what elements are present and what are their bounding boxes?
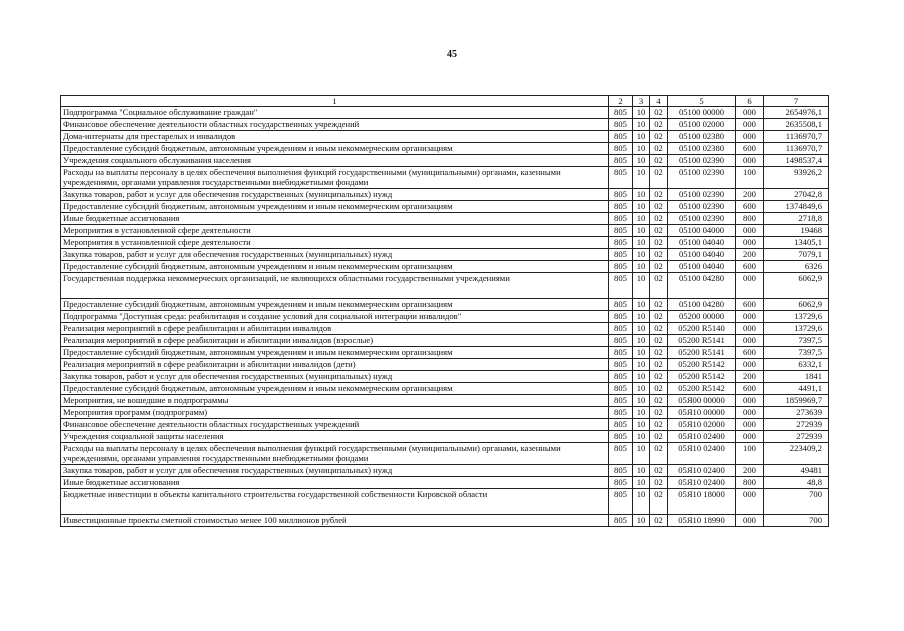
row-name-cell: Предоставление субсидий бюджетным, автономным учреждениям и иным некоммерческим организациям [61, 261, 609, 273]
row-amount-cell: 273639 [764, 407, 829, 419]
table-body [61, 107, 829, 527]
row-amount-cell: 13729,6 [764, 323, 829, 335]
header-col-1: 1 [61, 96, 609, 107]
row-ministry-code-cell: 805 [609, 225, 633, 237]
row-subsection-cell: 02 [650, 155, 668, 167]
row-target-code-cell: 05200 R5141 [668, 335, 736, 347]
row-target-code-cell: 05Я10 02400 [668, 465, 736, 477]
row-name-cell: Бюджетные инвестиции в объекты капитального строительства государственной собственности Кировской области [61, 489, 609, 515]
row-subsection-cell: 02 [650, 143, 668, 155]
row-ministry-code-cell: 805 [609, 443, 633, 465]
row-expense-type-cell: 200 [736, 371, 764, 383]
row-amount-cell: 6062,9 [764, 299, 829, 311]
row-ministry-code-cell: 805 [609, 189, 633, 201]
row-name-cell: Подпрограмма "Доступная среда: реабилитация и создание условий для социальной интеграции инвалидов" [61, 311, 609, 323]
row-target-code-cell: 05200 00000 [668, 311, 736, 323]
row-ministry-code-cell: 805 [609, 119, 633, 131]
row-target-code-cell: 05100 04000 [668, 225, 736, 237]
table-row [61, 347, 829, 359]
row-section-cell: 10 [633, 155, 650, 167]
table-row [61, 311, 829, 323]
row-subsection-cell: 02 [650, 131, 668, 143]
row-section-cell: 10 [633, 237, 650, 249]
row-section-cell: 10 [633, 443, 650, 465]
row-subsection-cell: 02 [650, 261, 668, 273]
table-row [61, 383, 829, 395]
row-section-cell: 10 [633, 347, 650, 359]
row-amount-cell: 27042,8 [764, 189, 829, 201]
row-target-code-cell: 05200 R5142 [668, 383, 736, 395]
row-subsection-cell: 02 [650, 311, 668, 323]
row-subsection-cell: 02 [650, 299, 668, 311]
row-amount-cell: 93926,2 [764, 167, 829, 189]
row-subsection-cell: 02 [650, 273, 668, 299]
row-name-cell: Учреждения социальной защиты населения [61, 431, 609, 443]
row-ministry-code-cell: 805 [609, 261, 633, 273]
row-amount-cell: 1136970,7 [764, 131, 829, 143]
row-expense-type-cell: 600 [736, 299, 764, 311]
row-name-cell: Инвестиционные проекты сметной стоимостью менее 100 миллионов рублей [61, 515, 609, 527]
row-target-code-cell: 05100 02390 [668, 201, 736, 213]
table-row [61, 431, 829, 443]
row-section-cell: 10 [633, 477, 650, 489]
row-expense-type-cell: 000 [736, 335, 764, 347]
row-target-code-cell: 05Я10 18990 [668, 515, 736, 527]
row-subsection-cell: 02 [650, 249, 668, 261]
row-amount-cell: 13405,1 [764, 237, 829, 249]
row-target-code-cell: 05Я00 00000 [668, 395, 736, 407]
row-target-code-cell: 05Я10 00000 [668, 407, 736, 419]
row-ministry-code-cell: 805 [609, 359, 633, 371]
table-row [61, 419, 829, 431]
row-ministry-code-cell: 805 [609, 515, 633, 527]
table-row [61, 273, 829, 299]
row-name-cell: Подпрограмма "Социальное обслуживание граждан" [61, 107, 609, 119]
row-name-cell: Дома-интернаты для престарелых и инвалидов [61, 131, 609, 143]
table-row [61, 131, 829, 143]
row-target-code-cell: 05Я10 02400 [668, 477, 736, 489]
row-target-code-cell: 05100 04040 [668, 261, 736, 273]
row-section-cell: 10 [633, 431, 650, 443]
row-name-cell: Расходы на выплаты персоналу в целях обеспечения выполнения функций государственными (муниципальными) органами, казенными учреждениями, органами управления государственными внебюджетными фондами [61, 443, 609, 465]
row-amount-cell: 2654976,1 [764, 107, 829, 119]
row-section-cell: 10 [633, 201, 650, 213]
row-name-cell: Расходы на выплаты персоналу в целях обеспечения выполнения функций государственными (муниципальными) органами, казенными учреждениями, органами управления государственными внебюджетными фондами [61, 167, 609, 189]
row-section-cell: 10 [633, 407, 650, 419]
table-row [61, 515, 829, 527]
row-subsection-cell: 02 [650, 225, 668, 237]
row-name-cell: Предоставление субсидий бюджетным, автономным учреждениям и иным некоммерческим организациям [61, 143, 609, 155]
row-section-cell: 10 [633, 515, 650, 527]
row-subsection-cell: 02 [650, 119, 668, 131]
header-col-2: 2 [609, 96, 633, 107]
row-name-cell: Предоставление субсидий бюджетным, автономным учреждениям и иным некоммерческим организациям [61, 299, 609, 311]
row-amount-cell: 6326 [764, 261, 829, 273]
row-target-code-cell: 05Я10 02400 [668, 443, 736, 465]
row-expense-type-cell: 000 [736, 273, 764, 299]
row-name-cell: Предоставление субсидий бюджетным, автономным учреждениям и иным некоммерческим организациям [61, 347, 609, 359]
row-expense-type-cell: 000 [736, 237, 764, 249]
table-row [61, 201, 829, 213]
row-expense-type-cell: 000 [736, 395, 764, 407]
row-amount-cell: 7397,5 [764, 347, 829, 359]
row-expense-type-cell: 000 [736, 225, 764, 237]
row-amount-cell: 2718,8 [764, 213, 829, 225]
row-subsection-cell: 02 [650, 359, 668, 371]
row-ministry-code-cell: 805 [609, 237, 633, 249]
table-row [61, 395, 829, 407]
row-name-cell: Финансовое обеспечение деятельности областных государственных учреждений [61, 419, 609, 431]
row-section-cell: 10 [633, 419, 650, 431]
table-row [61, 323, 829, 335]
table-row [61, 143, 829, 155]
table-row [61, 189, 829, 201]
row-amount-cell: 6332,1 [764, 359, 829, 371]
row-expense-type-cell: 600 [736, 383, 764, 395]
row-ministry-code-cell: 805 [609, 431, 633, 443]
row-ministry-code-cell: 805 [609, 201, 633, 213]
table-row [61, 155, 829, 167]
row-expense-type-cell: 100 [736, 167, 764, 189]
row-section-cell: 10 [633, 249, 650, 261]
row-target-code-cell: 05100 02380 [668, 131, 736, 143]
budget-table [60, 95, 829, 527]
row-amount-cell: 272939 [764, 431, 829, 443]
row-section-cell: 10 [633, 273, 650, 299]
row-ministry-code-cell: 805 [609, 131, 633, 143]
row-name-cell: Учреждения социального обслуживания населения [61, 155, 609, 167]
row-subsection-cell: 02 [650, 419, 668, 431]
row-section-cell: 10 [633, 225, 650, 237]
row-section-cell: 10 [633, 189, 650, 201]
row-ministry-code-cell: 805 [609, 213, 633, 225]
row-subsection-cell: 02 [650, 189, 668, 201]
row-target-code-cell: 05100 02380 [668, 143, 736, 155]
row-amount-cell: 48,8 [764, 477, 829, 489]
row-expense-type-cell: 000 [736, 323, 764, 335]
header-col-3: 3 [633, 96, 650, 107]
row-target-code-cell: 05200 R5140 [668, 323, 736, 335]
row-subsection-cell: 02 [650, 107, 668, 119]
row-subsection-cell: 02 [650, 323, 668, 335]
row-subsection-cell: 02 [650, 407, 668, 419]
row-ministry-code-cell: 805 [609, 143, 633, 155]
row-expense-type-cell: 000 [736, 489, 764, 515]
row-amount-cell: 700 [764, 515, 829, 527]
row-section-cell: 10 [633, 143, 650, 155]
row-expense-type-cell: 600 [736, 261, 764, 273]
row-name-cell: Иные бюджетные ассигнования [61, 213, 609, 225]
row-section-cell: 10 [633, 299, 650, 311]
row-expense-type-cell: 000 [736, 119, 764, 131]
row-ministry-code-cell: 805 [609, 249, 633, 261]
row-target-code-cell: 05100 02390 [668, 213, 736, 225]
header-col-5: 5 [668, 96, 736, 107]
table-row [61, 249, 829, 261]
row-target-code-cell: 05100 04280 [668, 273, 736, 299]
row-target-code-cell: 05100 04280 [668, 299, 736, 311]
row-expense-type-cell: 000 [736, 131, 764, 143]
header-col-4: 4 [650, 96, 668, 107]
row-ministry-code-cell: 805 [609, 167, 633, 189]
row-name-cell: Предоставление субсидий бюджетным, автономным учреждениям и иным некоммерческим организациям [61, 201, 609, 213]
table-row [61, 359, 829, 371]
row-name-cell: Закупка товаров, работ и услуг для обеспечения государственных (муниципальных) нужд [61, 371, 609, 383]
row-subsection-cell: 02 [650, 515, 668, 527]
row-section-cell: 10 [633, 261, 650, 273]
row-ministry-code-cell: 805 [609, 395, 633, 407]
row-expense-type-cell: 000 [736, 407, 764, 419]
page-number: 45 [447, 49, 457, 60]
row-ministry-code-cell: 805 [609, 347, 633, 359]
table-row [61, 213, 829, 225]
header-col-7: 7 [764, 96, 829, 107]
row-name-cell: Реализация мероприятий в сфере реабилитации и абилитации инвалидов (взрослые) [61, 335, 609, 347]
row-expense-type-cell: 200 [736, 465, 764, 477]
row-amount-cell: 223409,2 [764, 443, 829, 465]
row-section-cell: 10 [633, 311, 650, 323]
row-target-code-cell: 05Я10 02400 [668, 431, 736, 443]
row-ministry-code-cell: 805 [609, 465, 633, 477]
row-target-code-cell: 05Я10 18000 [668, 489, 736, 515]
row-subsection-cell: 02 [650, 335, 668, 347]
row-target-code-cell: 05Я10 02000 [668, 419, 736, 431]
table-row [61, 489, 829, 515]
row-section-cell: 10 [633, 383, 650, 395]
table-row [61, 261, 829, 273]
row-expense-type-cell: 600 [736, 143, 764, 155]
row-expense-type-cell: 000 [736, 419, 764, 431]
table-row [61, 237, 829, 249]
row-name-cell: Мероприятия в установленной сфере деятельности [61, 237, 609, 249]
row-ministry-code-cell: 805 [609, 311, 633, 323]
table-row [61, 167, 829, 189]
row-section-cell: 10 [633, 119, 650, 131]
row-amount-cell: 272939 [764, 419, 829, 431]
row-ministry-code-cell: 805 [609, 107, 633, 119]
row-expense-type-cell: 000 [736, 431, 764, 443]
row-ministry-code-cell: 805 [609, 383, 633, 395]
row-section-cell: 10 [633, 131, 650, 143]
table-row [61, 299, 829, 311]
table-header-row [61, 96, 829, 107]
row-expense-type-cell: 200 [736, 249, 764, 261]
row-ministry-code-cell: 805 [609, 273, 633, 299]
row-ministry-code-cell: 805 [609, 335, 633, 347]
row-amount-cell: 1374849,6 [764, 201, 829, 213]
table-row [61, 225, 829, 237]
row-ministry-code-cell: 805 [609, 155, 633, 167]
row-name-cell: Финансовое обеспечение деятельности областных государственных учреждений [61, 119, 609, 131]
row-subsection-cell: 02 [650, 395, 668, 407]
row-ministry-code-cell: 805 [609, 299, 633, 311]
row-subsection-cell: 02 [650, 383, 668, 395]
row-name-cell: Мероприятия в установленной сфере деятельности [61, 225, 609, 237]
row-amount-cell: 7079,1 [764, 249, 829, 261]
row-expense-type-cell: 000 [736, 359, 764, 371]
row-amount-cell: 19468 [764, 225, 829, 237]
row-name-cell: Реализация мероприятий в сфере реабилитации и абилитации инвалидов [61, 323, 609, 335]
row-subsection-cell: 02 [650, 201, 668, 213]
row-section-cell: 10 [633, 359, 650, 371]
row-amount-cell: 1841 [764, 371, 829, 383]
row-amount-cell: 49481 [764, 465, 829, 477]
row-target-code-cell: 05100 04040 [668, 249, 736, 261]
row-name-cell: Реализация мероприятий в сфере реабилитации и абилитации инвалидов (дети) [61, 359, 609, 371]
table-row [61, 107, 829, 119]
row-expense-type-cell: 000 [736, 515, 764, 527]
row-amount-cell: 4491,1 [764, 383, 829, 395]
row-expense-type-cell: 200 [736, 189, 764, 201]
row-name-cell: Закупка товаров, работ и услуг для обеспечения государственных (муниципальных) нужд [61, 249, 609, 261]
row-amount-cell: 1859969,7 [764, 395, 829, 407]
row-subsection-cell: 02 [650, 213, 668, 225]
row-amount-cell: 2635508,1 [764, 119, 829, 131]
row-subsection-cell: 02 [650, 237, 668, 249]
row-subsection-cell: 02 [650, 431, 668, 443]
row-section-cell: 10 [633, 371, 650, 383]
row-expense-type-cell: 100 [736, 443, 764, 465]
row-name-cell: Иные бюджетные ассигнования [61, 477, 609, 489]
header-col-6: 6 [736, 96, 764, 107]
row-target-code-cell: 05100 00000 [668, 107, 736, 119]
row-section-cell: 10 [633, 395, 650, 407]
row-expense-type-cell: 000 [736, 107, 764, 119]
row-amount-cell: 700 [764, 489, 829, 515]
row-expense-type-cell: 000 [736, 311, 764, 323]
row-target-code-cell: 05100 02390 [668, 189, 736, 201]
row-name-cell: Мероприятия, не вошедшие в подпрограммы [61, 395, 609, 407]
table-row [61, 407, 829, 419]
row-amount-cell: 13729,6 [764, 311, 829, 323]
row-section-cell: 10 [633, 335, 650, 347]
row-subsection-cell: 02 [650, 477, 668, 489]
table-row [61, 477, 829, 489]
row-target-code-cell: 05200 R5142 [668, 371, 736, 383]
row-subsection-cell: 02 [650, 167, 668, 189]
row-target-code-cell: 05100 02000 [668, 119, 736, 131]
row-target-code-cell: 05200 R5141 [668, 347, 736, 359]
row-section-cell: 10 [633, 213, 650, 225]
row-name-cell: Государственная поддержка некоммерческих организаций, не являющихся областными государственными учреждениями [61, 273, 609, 299]
row-subsection-cell: 02 [650, 371, 668, 383]
row-ministry-code-cell: 805 [609, 323, 633, 335]
row-name-cell: Предоставление субсидий бюджетным, автономным учреждениям и иным некоммерческим организациям [61, 383, 609, 395]
row-amount-cell: 1498537,4 [764, 155, 829, 167]
row-amount-cell: 7397,5 [764, 335, 829, 347]
row-expense-type-cell: 600 [736, 347, 764, 359]
row-subsection-cell: 02 [650, 465, 668, 477]
row-subsection-cell: 02 [650, 347, 668, 359]
row-subsection-cell: 02 [650, 443, 668, 465]
row-section-cell: 10 [633, 167, 650, 189]
row-expense-type-cell: 000 [736, 155, 764, 167]
row-name-cell: Закупка товаров, работ и услуг для обеспечения государственных (муниципальных) нужд [61, 189, 609, 201]
row-ministry-code-cell: 805 [609, 489, 633, 515]
table-row [61, 335, 829, 347]
row-target-code-cell: 05100 04040 [668, 237, 736, 249]
row-ministry-code-cell: 805 [609, 371, 633, 383]
row-ministry-code-cell: 805 [609, 407, 633, 419]
row-section-cell: 10 [633, 107, 650, 119]
row-expense-type-cell: 600 [736, 201, 764, 213]
row-target-code-cell: 05100 02390 [668, 167, 736, 189]
table-row [61, 371, 829, 383]
row-ministry-code-cell: 805 [609, 419, 633, 431]
table-row [61, 465, 829, 477]
row-amount-cell: 6062,9 [764, 273, 829, 299]
row-amount-cell: 1136970,7 [764, 143, 829, 155]
row-target-code-cell: 05200 R5142 [668, 359, 736, 371]
row-expense-type-cell: 800 [736, 213, 764, 225]
row-target-code-cell: 05100 02390 [668, 155, 736, 167]
row-section-cell: 10 [633, 323, 650, 335]
row-section-cell: 10 [633, 489, 650, 515]
row-name-cell: Мероприятия программ (подпрограмм) [61, 407, 609, 419]
table-row [61, 443, 829, 465]
row-expense-type-cell: 800 [736, 477, 764, 489]
table-row [61, 119, 829, 131]
row-ministry-code-cell: 805 [609, 477, 633, 489]
row-subsection-cell: 02 [650, 489, 668, 515]
row-section-cell: 10 [633, 465, 650, 477]
row-name-cell: Закупка товаров, работ и услуг для обеспечения государственных (муниципальных) нужд [61, 465, 609, 477]
